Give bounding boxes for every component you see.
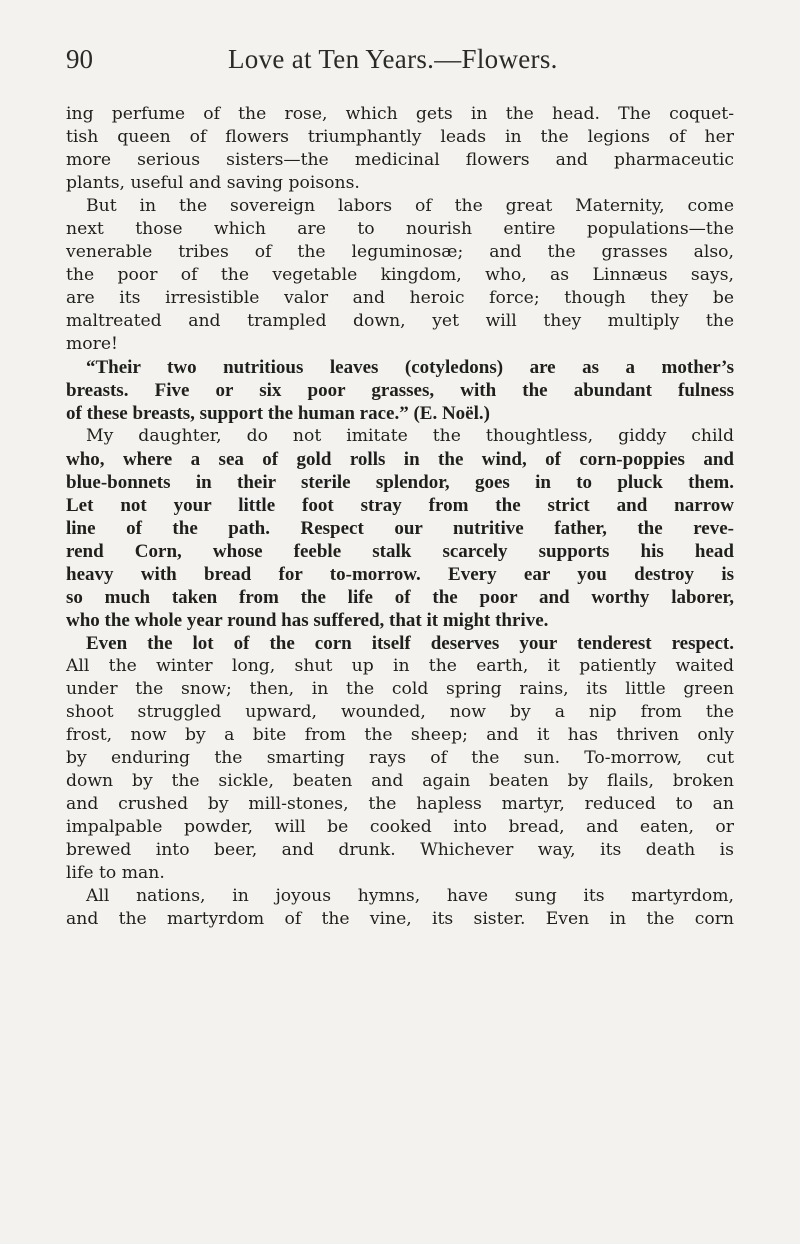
text-line: and the martyrdom of the vine, its sister. Even in the corn [66, 909, 734, 929]
text-line: Let not your little foot stray from the strict and narrow [66, 495, 734, 516]
text-line: breasts. Five or six poor grasses, with the abundant fulness [66, 380, 734, 401]
text-line: ing perfume of the rose, which gets in the head. The coquet- [66, 104, 734, 124]
text-line: blue-bonnets in their sterile splendor, goes in to pluck them. [66, 472, 734, 493]
text-line: My daughter, do not imitate the thoughtless, giddy child [86, 426, 734, 446]
text-line: life to man. [66, 863, 165, 883]
text-line: down by the sickle, beaten and again beaten by flails, broken [66, 771, 734, 791]
text-line: shoot struggled upward, wounded, now by a nip from the [66, 702, 734, 722]
text-line: frost, now by a bite from the sheep; and it has thriven only [66, 725, 734, 745]
text-line: impalpable powder, will be cooked into bread, and eaten, or [66, 817, 734, 837]
text-line: so much taken from the life of the poor and worthy laborer, [66, 587, 734, 608]
text-line: are its irresistible valor and heroic force; though they be [66, 288, 734, 308]
text-line: the poor of the vegetable kingdom, who, as Linnæus says, [66, 265, 734, 285]
running-head-title: Love at Ten Years.—Flowers. [228, 44, 558, 74]
text-line: of these breasts, support the human race.” (E. Noël.) [66, 403, 490, 424]
text-line: heavy with bread for to-morrow. Every ear you destroy is [66, 564, 734, 585]
running-head [66, 44, 736, 84]
text-line: tish queen of flowers triumphantly leads in the legions of her [66, 127, 734, 147]
text-line: All the winter long, shut up in the earth, it patiently waited [66, 656, 734, 676]
text-line: plants, useful and saving poisons. [66, 173, 360, 193]
text-line: by enduring the smarting rays of the sun. To-morrow, cut [66, 748, 734, 768]
text-line: and crushed by mill-stones, the hapless martyr, reduced to an [66, 794, 734, 814]
page-number: 90 [66, 44, 93, 74]
text-line: Even the lot of the corn itself deserves your tenderest respect. [86, 633, 734, 654]
text-line: “Their two nutritious leaves (cotyledons) are as a mother’s [86, 357, 734, 378]
text-line: under the snow; then, in the cold spring rains, its little green [66, 679, 734, 699]
text-line: venerable tribes of the leguminosæ; and the grasses also, [66, 242, 734, 262]
text-line: All nations, in joyous hymns, have sung its martyrdom, [86, 886, 734, 906]
text-line: more serious sisters—the medicinal flowers and pharmaceutic [66, 150, 734, 170]
text-line: But in the sovereign labors of the great Maternity, come [86, 196, 734, 216]
text-line: who the whole year round has suffered, that it might thrive. [66, 610, 549, 631]
body-text [66, 103, 734, 931]
text-line: line of the path. Respect our nutritive father, the reve- [66, 518, 734, 539]
text-line: next those which are to nourish entire populations—the [66, 219, 734, 239]
text-line: rend Corn, whose feeble stalk scarcely supports his head [66, 541, 734, 562]
text-line: brewed into beer, and drunk. Whichever way, its death is [66, 840, 734, 860]
text-line: who, where a sea of gold rolls in the wind, of corn-poppies and [66, 449, 734, 470]
text-line: maltreated and trampled down, yet will they multiply the [66, 311, 734, 331]
text-line: more! [66, 334, 118, 354]
